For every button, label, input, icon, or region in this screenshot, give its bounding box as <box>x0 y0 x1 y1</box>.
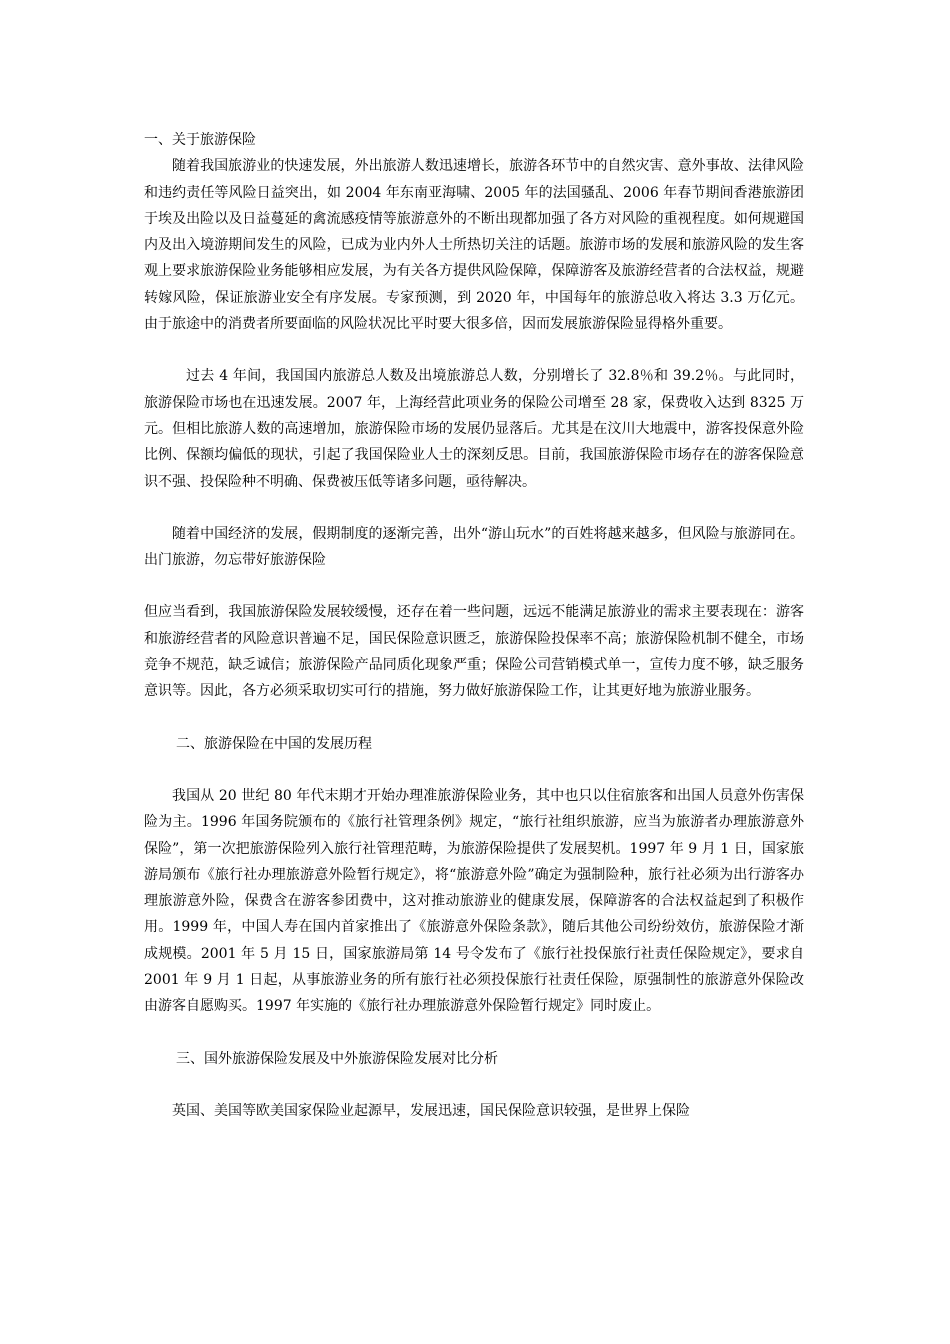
document-body <box>144 127 804 1124</box>
section-heading-3: 三、国外旅游保险发展及中外旅游保险发展对比分析 <box>176 1050 498 1067</box>
paragraph-existing-problems: 但应当看到，我国旅游保险发展较缓慢，还存在着一些问题，远远不能满足旅游业的需求主要表现在：游客和旅游经营者的风险意识普遍不足，国民保险意识匮乏，旅游保险投保率不高；旅游保险机制不健全，市场竞争不规范，缺乏诚信；旅游保险产品同质化现象严重；保险公司营销模式单一，宣传力度不够，缺乏服务意识等。因此，各方必须采取切实可行的措施，努力做好旅游保险工作，让其更好地为旅游业服务。 <box>144 604 804 700</box>
section-heading-1: 一、关于旅游保险 <box>144 132 256 148</box>
paragraph-travel-insurance-intro: 随着我国旅游业的快速发展，外出旅游人数迅速增长，旅游各环节中的自然灾害、意外事故、法律风险和违约责任等风险日益突出，如 2004 年东南亚海啸、2005 年的法国骚乱、2006 年春节期间香港旅游团于埃及出险以及日益蔓延的禽流感疫情等旅游意外的不断出现都加强了各方对风险的重视程度。如何规避国内及出入境游期间发生的风险，已成为业内外人士所热切关注的话题。旅游市场的发展和旅游风险的发生客观上要求旅游保险业务能够相应发展，为有关各方提供风险保障，保障游客及旅游经营者的合法权益，规避转嫁风险，保证旅游业安全有序发展。专家预测，到 2020 年，中国每年的旅游总收入将达 3.3 万亿元。由于旅途中的消费者所要面临的风险状况比平时要大很多倍，因而发展旅游保险显得格外重要。 <box>144 158 804 333</box>
section-heading-2: 二、旅游保险在中国的发展历程 <box>176 735 372 752</box>
paragraph-foreign-comparison: 英国、美国等欧美国家保险业起源早，发展迅速，国民保险意识较强，是世界上保险 <box>172 1102 690 1119</box>
paragraph-development-history: 我国从 20 世纪 80 年代末期才开始办理准旅游保险业务，其中也只以住宿旅客和出国人员意外伤害保险为主。1996 年国务院颁布的《旅行社管理条例》规定，“旅行社组织旅游，应当为旅游者办理旅游意外保险”，第一次把旅游保险列入旅行社管理范畴，为旅游保险提供了发展契机。1997 年 9 月 1 日，国家旅游局颁布《旅行社办理旅游意外险暂行规定》，将“旅游意外险”确定为强制险种，旅行社必须为出行游客办理旅游意外险，保费含在游客参团费中，这对推动旅游业的健康发展，保障游客的合法权益起到了积极作用。1999 年，中国人寿在国内首家推出了《旅游意外保险条款》，随后其他公司纷纷效仿，旅游保险才渐成规模。2001 年 5 月 15 日，国家旅游局第 14 号令发布了《旅行社投保旅行社责任保险规定》，要求自 2001 年 9 月 1 日起，从事旅游业务的所有旅行社必须投保旅行社责任保险，原强制性的旅游意外保险改由游客自愿购买。1997 年实施的《旅行社办理旅游意外保险暂行规定》同时废止。 <box>144 787 804 1015</box>
paragraph-market-growth: 过去 4 年间，我国国内旅游总人数及出境旅游总人数，分别增长了 32.8％和 39.2％。与此同时，旅游保险市场也在迅速发展。2007 年，上海经营此项业务的保险公司增至 28 家，保费收入达到 8325 万元。但相比旅游人数的高速增加，旅游保险市场的发展仍显落后。尤其是在汶川大地震中，游客投保意外险比例、保额均偏低的现状，引起了我国保险业人士的深刻反思。目前，我国旅游保险市场存在的游客保险意识不强、投保险种不明确、保费被压低等诸多问题，亟待解决。 <box>144 368 804 490</box>
paragraph-travel-risk: 随着中国经济的发展，假期制度的逐渐完善，出外“游山玩水”的百姓将越来越多，但风险与旅游同在。出门旅游，勿忘带好旅游保险 <box>144 525 804 569</box>
